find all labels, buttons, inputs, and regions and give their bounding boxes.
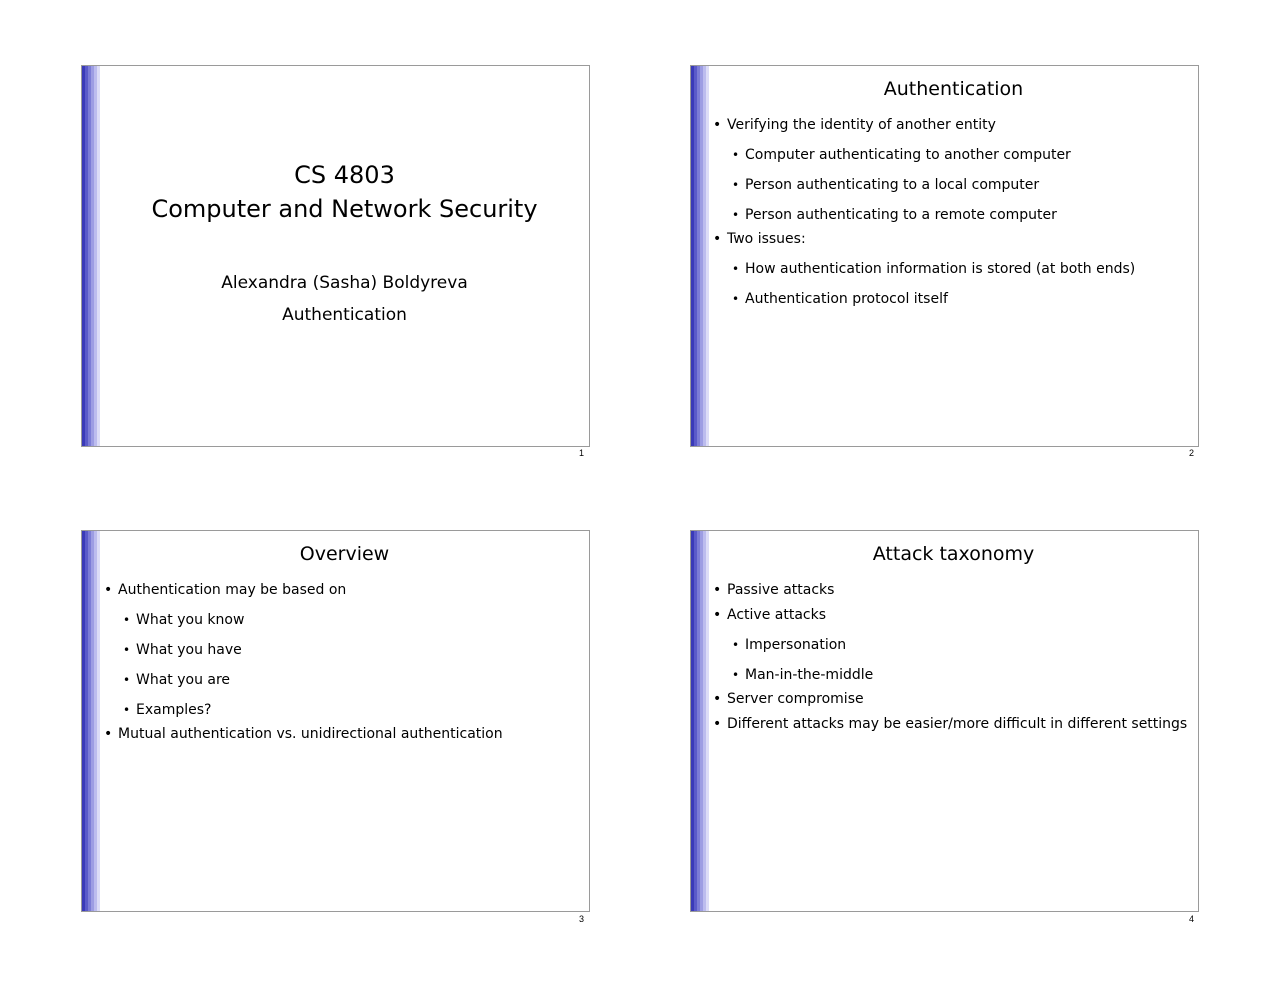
list-item: • Impersonation: [711, 637, 1188, 654]
author-name: Alexandra (Sasha) Boldyreva: [221, 273, 468, 293]
course-number: CS 4803: [294, 161, 395, 189]
list-item: • Person authenticating to a remote computer: [711, 207, 1188, 224]
list-item: • What you have: [102, 642, 579, 659]
slide-title: Overview: [299, 543, 390, 565]
slide-1: [81, 65, 590, 447]
list-item: • Person authenticating to a local computer: [711, 177, 1188, 194]
list-item: • Examples?: [102, 702, 579, 719]
slide-accent-bar: [691, 531, 709, 911]
slide-3: [81, 530, 590, 912]
list-item: • Mutual authentication vs. unidirectional authentication: [102, 726, 579, 743]
slide-2: [690, 65, 1199, 447]
lecture-topic: Authentication: [282, 305, 407, 325]
slide-accent-bar: [691, 66, 709, 446]
page-number: 2: [1189, 448, 1195, 458]
list-item: • Passive attacks: [711, 582, 1188, 599]
list-item: • Verifying the identity of another entity: [711, 117, 1188, 134]
page-number: 1: [579, 448, 585, 458]
page-number: 4: [1189, 914, 1195, 924]
bullet-list: [711, 117, 1188, 308]
slide-accent-bar: [82, 531, 100, 911]
bullet-list: [102, 582, 579, 743]
list-item: • Active attacks: [711, 607, 1188, 624]
list-item: • Authentication may be based on: [102, 582, 579, 599]
list-item: • Different attacks may be easier/more difficult in different settings: [711, 716, 1188, 733]
slide-accent-bar: [82, 66, 100, 446]
bullet-list: [711, 582, 1188, 733]
list-item: • Authentication protocol itself: [711, 291, 1188, 308]
slide-title: Authentication: [883, 78, 1024, 100]
list-item: • What you are: [102, 672, 579, 689]
slide-4: [690, 530, 1199, 912]
list-item: • What you know: [102, 612, 579, 629]
course-title: Computer and Network Security: [151, 195, 538, 223]
list-item: • Computer authenticating to another computer: [711, 147, 1188, 164]
slide-title: Attack taxonomy: [872, 543, 1035, 565]
list-item: • Man-in-the-middle: [711, 667, 1188, 684]
list-item: • Server compromise: [711, 691, 1188, 708]
list-item: • How authentication information is stored (at both ends): [711, 261, 1188, 278]
page-number: 3: [579, 914, 585, 924]
list-item: • Two issues:: [711, 231, 1188, 248]
